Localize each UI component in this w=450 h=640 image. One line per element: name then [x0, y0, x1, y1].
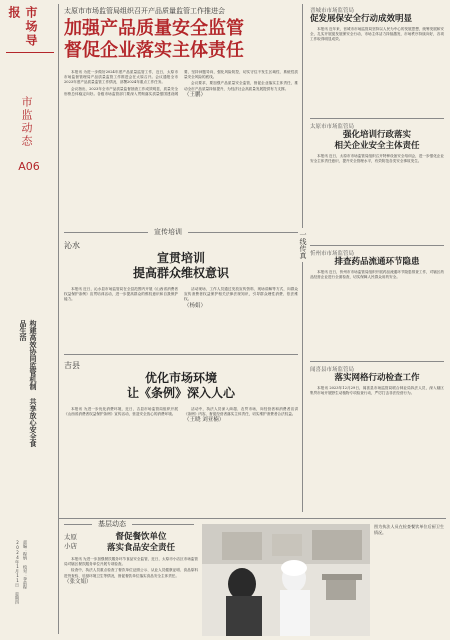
- right-body-1: 本报讯 近年来，晋城市市场监管局坚持以人民为中心的发展思想，统筹发展和安全，扎实开展促发展保安全行动，市场主体活力持续激发，市场秩序持续向好，各项工作取得明显成效。: [310, 27, 444, 42]
- training-body: 本报讯 近日，沁水县市场监管局在全县范围内开展《山西省消费者权益保护条例》宣贯培训活动，进一步提高群众的维权意识和自我保护能力。 活动现场，工作人员通过发放宣传资料、现场讲解等方式，向群众宣传消费者权益保护相关法律法规知识，引导群众理性消费、依法维权。 （杨娟）: [64, 287, 298, 309]
- lead-headline-1: 加强产品质量安全监管: [64, 18, 244, 39]
- masthead-logo: 市场导报: [7, 6, 38, 48]
- training-article: [64, 240, 298, 350]
- kitchen-scene-image: [202, 524, 370, 636]
- grassroots-headline-2: 落实食品安全责任: [106, 543, 175, 553]
- jixian-location: 吉县: [64, 361, 80, 370]
- right-divider-1: [310, 118, 444, 119]
- lead-headline-2: 督促企业落实主体责任: [64, 40, 244, 61]
- footer-date: 2024年1月11日 星期四: [15, 540, 20, 604]
- left-column-divider: [58, 4, 59, 634]
- sidebar-label: 一线传真: [298, 228, 308, 262]
- right-headline-2a: 强化培训行政落实: [342, 130, 411, 140]
- right-tag-1: 晋城市市场监管局: [310, 8, 355, 14]
- right-headline-3: 排查药品流通环节隐患: [334, 257, 420, 267]
- grassroots-location-1: 太原: [64, 533, 77, 541]
- right-divider-2: [310, 245, 444, 246]
- grassroots-banner: 基层动态: [92, 519, 132, 529]
- lead-article: [64, 6, 298, 224]
- footer-editor: 责编：程炳 校对：李前程: [23, 540, 28, 589]
- jixian-headline-2: 让《条例》深入人心: [126, 386, 235, 400]
- right-body-3: 本报讯 近日，忻州市市场监管局组织开展药品流通环节隐患排查工作，对辖区药品经营企业进行全面检查，切实保障人民群众用药安全。: [310, 270, 444, 280]
- right-tag-2: 太原市市场监管局: [310, 124, 355, 130]
- jixian-headline-1: 优化市场环境: [144, 371, 217, 385]
- right-body-2: 本报讯 近日，太原市市场监管局组织召开特种设备安全培训会，进一步强化企业安全主体责任意识，提升安全管理水平，有效防范各类安全事故发生。: [310, 154, 444, 164]
- training-banner: 宣传培训: [148, 227, 188, 237]
- training-location: 沁水: [64, 241, 80, 250]
- masthead-rule: [6, 52, 54, 53]
- grassroots-location-2: 小店: [64, 542, 77, 550]
- column-name: 市监动态: [20, 96, 33, 148]
- page-number: A06: [18, 160, 40, 173]
- photo-caption: 图为执法人员在检查餐饮单位后厨卫生情况。: [374, 524, 444, 535]
- lead-body: 本报讯 为进一步做好2024年度产品质量监管工作，近日，太原市市场监督管理局产品质量监管工作推进会在太原召开。会议通报全市2023年度产品质量监管工作情况，部署2024年重点工作任务。 会议指出，2023年全市产品质量监督抽查工作成效明显，质量安全形势总体稳定向好。各级市场监管部门要深入贯彻落实质量强国建设纲要，坚持问题导向，强化风险防控，切实守住不发生区域性、系统性质量安全风险的底线。 会议要求，要加强产品质量安全监管，督促企业落实主体责任，推动全市产品质量持续提升，为经济社会高质量发展提供有力支撑。 （王鹏）: [64, 70, 298, 98]
- right-divider-3: [310, 361, 444, 362]
- inspection-photo: [202, 524, 370, 636]
- lead-kicker: 太原市市场监管局组织召开产品质量监管工作推进会: [64, 7, 225, 15]
- right-column: [310, 6, 444, 512]
- jixian-article: [64, 360, 298, 510]
- side-slogan: 构建高效协同监管机制 共享放心安全食品生活: [19, 320, 37, 447]
- training-divider: [64, 354, 298, 355]
- jixian-body: 本报讯 为进一步优化消费环境，近日，吉县市场监管局组织开展《山西省消费者权益保护条例》宣传活动，营造安全放心的消费环境。 活动中，执法人员深入商超、农贸市场，向经营者和消费者宣讲《条例》内容，督促经营者落实主体责任，切实维护消费者合法权益。 （王晓 刘亚楠）: [64, 407, 298, 424]
- training-headline-2: 提高群众维权意识: [132, 266, 229, 280]
- right-headline-1: 促发展保安全行动成效明显: [310, 14, 413, 24]
- right-headline-2b: 相关企业安全主体责任: [334, 141, 420, 151]
- right-headline-4: 落实网格行动检查工作: [334, 373, 420, 383]
- right-body-4: 本报讯 2023年12月29日，闻喜县市场监管局联合林业局执法人员，深入辖区集贸市场开展野生动植物专项检查行动，严厉打击非法经营行为。: [310, 386, 444, 396]
- grassroots-headline-1: 督促餐饮单位: [115, 532, 167, 542]
- right-tag-4: 闻喜县市场监管局: [310, 367, 355, 373]
- grassroots-body: 本报讯 为进一步加强餐饮服务环节食品安全监管，近日，太原市小店区市场监管局对辖区餐饮服务单位开展专项检查。 检查中，执法人员重点检查了餐饮单位证照公示、从业人员健康证明、食品原料进货查验、后厨环境卫生等情况，督促餐饮单位落实食品安全主体责任。 （张文娟）: [64, 557, 198, 585]
- training-headline-1: 宣贯培训: [156, 251, 205, 265]
- grassroots-article: [64, 532, 198, 636]
- right-tag-3: 忻州市市场监管局: [310, 251, 355, 257]
